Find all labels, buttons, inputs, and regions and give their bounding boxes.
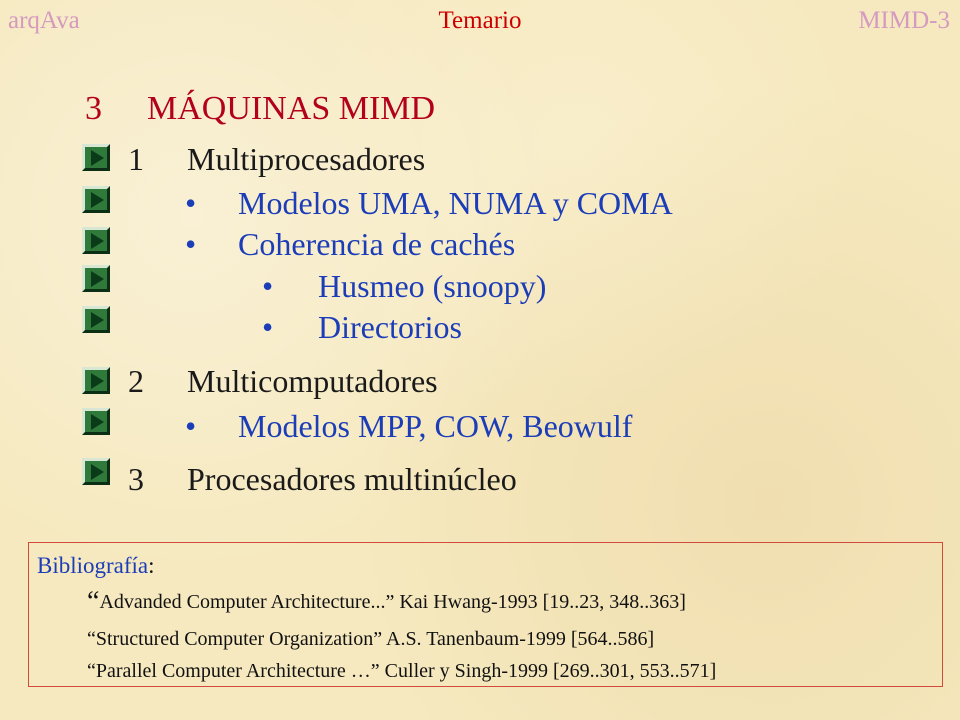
- bullet-marker: •: [262, 268, 274, 304]
- reference-tanenbaum: “Structured Computer Organization” A.S. Tanenbaum-1999 [564..586]: [87, 628, 655, 650]
- bibliography-box: [28, 542, 943, 687]
- reference-culler: “Parallel Computer Architecture …” Culler y Singh-1999 [269..301, 553..571]: [87, 660, 717, 682]
- section-heading: [85, 92, 435, 126]
- bullet-marker: •: [185, 226, 197, 262]
- section-number: 3: [85, 90, 102, 127]
- play-arrow-icon[interactable]: [82, 265, 110, 292]
- section-title: MÁQUINAS MIMD: [147, 90, 436, 127]
- open-quote: “: [87, 586, 100, 617]
- play-arrow-icon[interactable]: [82, 144, 110, 171]
- subsection-number: 3: [128, 461, 144, 497]
- bullet-item-husmeo: Husmeo (snoopy): [318, 268, 547, 304]
- subsection-label: Multiprocesadores: [187, 141, 426, 177]
- bibliography-colon: :: [148, 553, 155, 578]
- bullet-marker: •: [185, 408, 197, 444]
- bullet-item-modelos-mpp: Modelos MPP, COW, Beowulf: [238, 408, 633, 444]
- play-arrow-icon[interactable]: [82, 227, 110, 254]
- bullet-marker: •: [262, 309, 274, 345]
- header-center-title: Temario: [438, 7, 522, 34]
- play-arrow-icon[interactable]: [82, 306, 110, 333]
- bullet-marker: •: [185, 185, 197, 221]
- reference-hwang: [87, 588, 686, 616]
- bullet-item-coherencia: Coherencia de cachés: [238, 226, 516, 262]
- bibliography-label-text: Bibliografía: [37, 553, 149, 578]
- play-arrow-icon[interactable]: [82, 458, 110, 485]
- subsection-multinucleo: Procesadores multinúcleo: [187, 461, 517, 497]
- bibliography-label: [37, 553, 155, 579]
- bullet-item-modelos-uma: Modelos UMA, NUMA y COMA: [238, 185, 673, 221]
- play-arrow-icon[interactable]: [82, 408, 110, 435]
- header-slide-id: MIMD-3: [858, 7, 950, 34]
- bullet-item-directorios: Directorios: [318, 309, 462, 345]
- subsection-multicomputadores: Multicomputadores: [187, 363, 438, 399]
- subsection-multiprocesadores: [128, 143, 144, 175]
- subsection-number: 2: [128, 363, 144, 399]
- play-arrow-icon[interactable]: [82, 186, 110, 213]
- header-left-title: arqAva: [8, 7, 80, 34]
- reference-text: Advanded Computer Architecture...” Kai Hwang-1993 [19..23, 348..363]: [99, 591, 686, 613]
- play-arrow-icon[interactable]: [82, 367, 110, 394]
- subsection-number: 1: [128, 141, 144, 177]
